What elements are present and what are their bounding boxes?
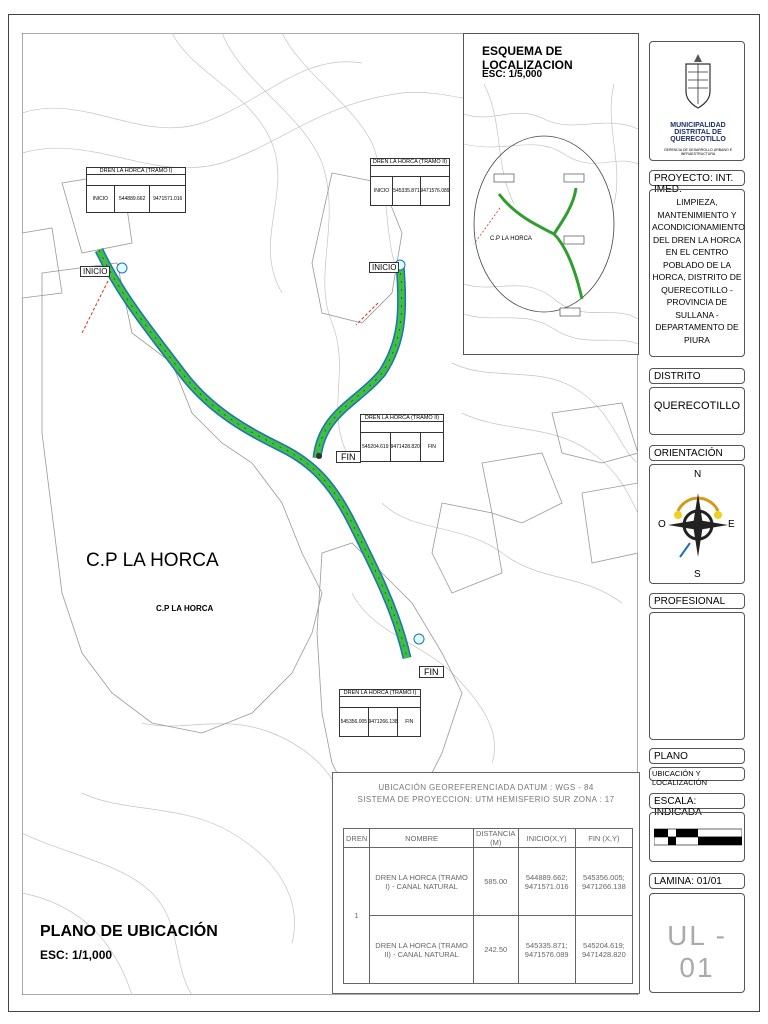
callout-n: 9471576.089 bbox=[420, 188, 450, 194]
scale-label-panel bbox=[649, 793, 745, 818]
coordinates-grid bbox=[343, 828, 633, 984]
district-value: QUERECOTILLO bbox=[653, 400, 741, 412]
start-label-2: INICIO bbox=[369, 262, 399, 273]
compass-south: S bbox=[694, 569, 701, 580]
table-line-1: UBICACIÓN GEOREFERENCIADA DATUM : WGS - 84 bbox=[378, 783, 594, 792]
municipality-department: GERENCIA DE DESARROLLO URBANO E INFRAESTRUCTURA bbox=[663, 148, 733, 156]
end-node-1 bbox=[414, 634, 424, 644]
location-scheme-title: ESQUEMA DE LOCALIZACION bbox=[482, 44, 573, 72]
header-inicio: INICIO(X,Y) bbox=[518, 829, 575, 848]
end-label-1: FIN bbox=[336, 451, 361, 463]
location-scheme-village: C.P LA HORCA bbox=[490, 236, 532, 242]
sheet-label-panel bbox=[649, 873, 745, 889]
scale-bar-panel bbox=[649, 812, 745, 862]
district-value-panel bbox=[649, 387, 745, 435]
compass-north: N bbox=[694, 469, 702, 480]
callout-tramo-i-end bbox=[339, 689, 421, 737]
scheme-circle bbox=[474, 136, 614, 312]
header-nombre: NOMBRE bbox=[370, 829, 474, 848]
sheet-label: LAMINA: 01/01 bbox=[654, 876, 722, 887]
callout-e: 545335.871 bbox=[393, 177, 421, 205]
row-2-end: 545204.619; 9471428.820 bbox=[575, 916, 632, 984]
junction-node bbox=[316, 453, 322, 459]
callout-tramo-i-start bbox=[86, 167, 186, 213]
end-label-2: FIN bbox=[419, 666, 444, 678]
table-line-2: SISTEMA DE PROYECCION: UTM HEMISFERIO SUR ZONA : 17 bbox=[357, 795, 615, 804]
municipality-name: MUNICIPALIDAD DISTRITAL DE QUERECOTILLO bbox=[670, 122, 726, 143]
orientation-panel bbox=[649, 464, 745, 584]
sheet-code: UL - 01 bbox=[667, 920, 727, 983]
scale-label: ESCALA: INDICADA bbox=[654, 796, 702, 818]
callout-e: 544889.662 bbox=[115, 186, 151, 212]
village-label-small: C.P LA HORCA bbox=[156, 604, 214, 613]
location-scheme-inset bbox=[463, 33, 639, 355]
plan-label-panel bbox=[649, 748, 745, 764]
callout-fin: FIN bbox=[427, 444, 436, 450]
callout-tramo-ii-start bbox=[370, 158, 450, 206]
callout-e: 545356.005 bbox=[340, 708, 369, 736]
district-label-panel bbox=[649, 368, 745, 384]
project-description: LIMPIEZA, MANTENIMIENTO Y ACONDICIONAMIENTO DEL DREN LA HORCA EN EL CENTRO POBLADO DE LA HORCA, DISTRITO DE QUERECOTILLO - PROVINCIA DE SULLANA - DEPARTAMENTO DE PIURA bbox=[652, 197, 745, 345]
callout-n: 9471571.016 bbox=[153, 196, 183, 202]
plan-label: PLANO bbox=[654, 751, 688, 762]
utm-coordinates-table bbox=[332, 772, 640, 994]
municipal-seal-icon bbox=[680, 52, 716, 110]
compass-west: O bbox=[658, 519, 666, 530]
row-1-end: 545356.005; 9471266.138 bbox=[575, 848, 632, 916]
callout-title: DREN LA HORCA (TRAMO I) bbox=[340, 690, 420, 697]
plan-value-panel bbox=[649, 767, 745, 787]
start-label-1: INICIO bbox=[80, 266, 110, 277]
professional-label: PROFESIONAL bbox=[654, 596, 726, 607]
callout-inicio: INICIO bbox=[371, 177, 393, 205]
orientation-label-panel bbox=[649, 445, 745, 461]
village-label-large: C.P LA HORCA bbox=[86, 550, 219, 571]
row-2-start: 545335.871; 9471576.089 bbox=[518, 916, 575, 984]
plan-title: PLANO DE UBICACIÓN bbox=[40, 923, 218, 940]
district-label: DISTRITO bbox=[654, 371, 701, 382]
scale-bar-icon bbox=[654, 823, 742, 851]
municipality-panel bbox=[649, 41, 745, 161]
project-label: PROYECTO: INT. IMED. bbox=[654, 173, 734, 195]
callout-n: 9471428.820 bbox=[391, 433, 421, 461]
location-scheme-scale: ESC: 1/5,000 bbox=[482, 69, 543, 80]
header-distancia: DISTANCIA (M) bbox=[473, 829, 518, 848]
row-1-distance: 585.00 bbox=[473, 848, 518, 916]
callout-tramo-ii-end bbox=[360, 414, 444, 462]
project-desc-panel bbox=[649, 189, 745, 357]
callout-n: 9471266.138 bbox=[369, 708, 399, 736]
project-label-panel bbox=[649, 170, 745, 195]
callout-title: DREN LA HORCA (TRAMO II) bbox=[372, 159, 448, 165]
header-dren: DREN bbox=[344, 829, 370, 848]
plan-value: UBICACIÓN Y LOCALIZACIÓN bbox=[652, 769, 708, 787]
compass-east: E bbox=[728, 519, 735, 530]
callout-title: DREN LA HORCA (TRAMO I) bbox=[87, 168, 185, 175]
row-1-start: 544889.662; 9471571.016 bbox=[518, 848, 575, 916]
professional-label-panel bbox=[649, 593, 745, 609]
orientation-label: ORIENTACIÓN bbox=[654, 448, 723, 459]
callout-title: DREN LA HORCA (TRAMO II) bbox=[361, 415, 443, 422]
row-1-name: DREN LA HORCA (TRAMO I) - CANAL NATURAL bbox=[370, 848, 474, 916]
professional-panel bbox=[649, 612, 745, 740]
location-scheme-map bbox=[464, 84, 638, 354]
title-block bbox=[645, 33, 749, 995]
dren-number: 1 bbox=[344, 848, 370, 984]
row-2-name: DREN LA HORCA (TRAMO II) - CANAL NATURAL bbox=[370, 916, 474, 984]
start-node-1 bbox=[117, 263, 127, 273]
row-2-distance: 242.50 bbox=[473, 916, 518, 984]
header-fin: FIN (X,Y) bbox=[575, 829, 632, 848]
plan-scale: ESC: 1/1,000 bbox=[40, 948, 113, 962]
callout-fin: FIN bbox=[405, 719, 414, 725]
callout-inicio: INICIO bbox=[87, 186, 115, 212]
sheet-code-panel bbox=[649, 893, 745, 993]
callout-e: 545204.619 bbox=[361, 433, 391, 461]
